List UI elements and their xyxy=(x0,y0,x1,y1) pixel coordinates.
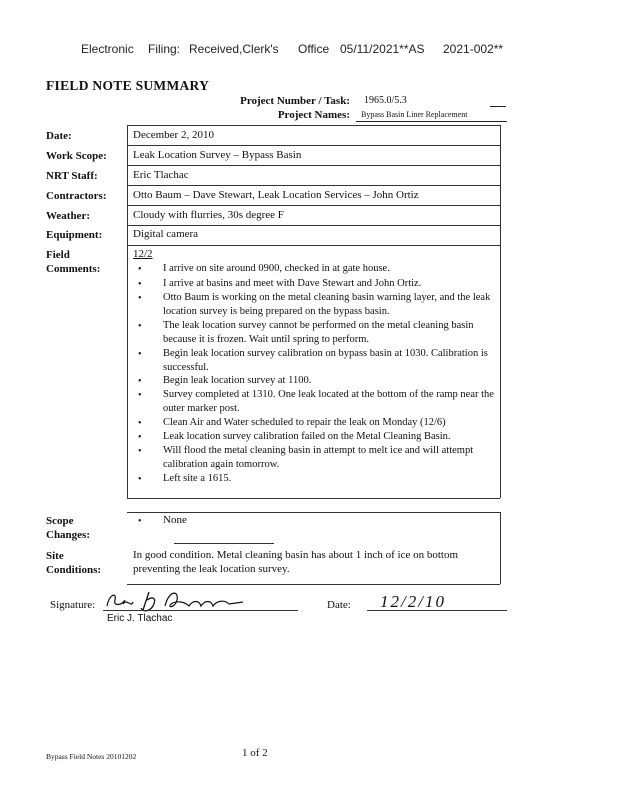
table-right-border xyxy=(500,512,501,584)
filing-header-office: Office xyxy=(298,42,330,56)
contractors-value: Otto Baum – Dave Stewart, Leak Location Services – John Ortiz xyxy=(133,189,419,201)
list-item: Will flood the metal cleaning basin in attempt to melt ice and will attempt calibration again tomorrow. xyxy=(163,445,474,470)
handwritten-date: 12/2/10 xyxy=(380,592,446,611)
project-names-underline xyxy=(356,121,507,122)
work-scope-label: Work Scope: xyxy=(46,150,107,162)
site-conditions-label-line1: Site xyxy=(46,550,64,562)
nrt-staff-value: Eric Tlachac xyxy=(133,169,189,181)
equipment-label: Equipment: xyxy=(46,229,103,241)
equipment-value: Digital camera xyxy=(133,228,199,240)
bullet-icon: • xyxy=(138,321,142,332)
bullet-icon: • xyxy=(138,293,142,304)
date-line xyxy=(367,610,507,611)
footer-file-name: Bypass Field Notes 20101202 xyxy=(46,752,137,761)
table-row-divider xyxy=(127,205,500,206)
filing-header-electronic: Electronic xyxy=(81,42,134,56)
table-row-divider xyxy=(174,543,274,544)
bullet-icon: • xyxy=(138,432,142,443)
list-item: Clean Air and Water scheduled to repair the leak on Monday (12/6) xyxy=(163,417,446,428)
list-item: Begin leak location survey at 1100. xyxy=(163,375,312,386)
project-names-label: Project Names: xyxy=(277,109,350,121)
list-item: I arrive at basins and meet with Dave Stewart and John Ortiz. xyxy=(163,278,422,289)
contractors-label: Contractors: xyxy=(46,190,107,202)
table-row-divider xyxy=(127,245,500,246)
field-comments-label-line1: Field xyxy=(46,249,70,261)
filing-header-date: 05/11/2021**AS xyxy=(340,42,425,56)
site-conditions-value-line1: In good condition. Metal cleaning basin has about 1 inch of ice on bottom xyxy=(133,549,459,561)
comments-date: 12/2 xyxy=(133,248,153,260)
scope-changes-label-line1: Scope xyxy=(46,515,74,527)
scope-changes-label-line2: Changes: xyxy=(46,529,91,541)
signature-scribble xyxy=(103,586,253,616)
table-row-divider xyxy=(127,185,500,186)
nrt-staff-label: NRT Staff: xyxy=(46,170,98,182)
table-row-divider xyxy=(127,225,500,226)
signer-name: Eric J. Tlachac xyxy=(107,613,173,624)
signature-date-label: Date: xyxy=(327,599,351,611)
date-value: December 2, 2010 xyxy=(133,129,214,141)
site-conditions-value-line2: preventing the leak location survey. xyxy=(133,563,290,575)
field-comments-label-line2: Comments: xyxy=(46,263,101,275)
weather-value: Cloudy with flurries, 30s degree F xyxy=(133,209,284,221)
project-number-underline xyxy=(490,106,506,107)
table-row-divider xyxy=(127,165,500,166)
list-item: Left site a 1615. xyxy=(163,473,232,484)
list-item: Begin leak location survey calibration on bypass basin at 1030. Calibration is successful. xyxy=(163,348,488,373)
signature-line xyxy=(103,610,298,611)
page-title: FIELD NOTE SUMMARY xyxy=(46,78,210,93)
table-row-divider xyxy=(127,145,500,146)
table-left-border xyxy=(127,125,128,498)
work-scope-value: Leak Location Survey – Bypass Basin xyxy=(133,149,302,161)
list-item: I arrive on site around 0900, checked in at gate house. xyxy=(163,263,390,274)
table-top-border xyxy=(127,512,500,513)
filing-header-received: Received,Clerk's xyxy=(189,42,279,56)
table-top-border xyxy=(127,125,500,126)
bullet-icon: • xyxy=(138,474,142,485)
bullet-icon: • xyxy=(138,376,142,387)
site-conditions-label-line2: Conditions: xyxy=(46,564,102,576)
date-label: Date: xyxy=(46,130,72,142)
table-bottom-border xyxy=(127,498,500,499)
weather-label: Weather: xyxy=(46,210,90,222)
list-item: Otto Baum is working on the metal cleaning basin warning layer, and the leak location survey is being prepared on the bypass basin. xyxy=(163,292,491,317)
table-bottom-border xyxy=(127,584,500,585)
bullet-icon: • xyxy=(138,279,142,290)
bullet-icon: • xyxy=(138,446,142,457)
bullet-icon: • xyxy=(138,390,142,401)
scope-changes-value: None xyxy=(163,514,187,526)
bullet-icon: • xyxy=(138,516,142,527)
bullet-icon: • xyxy=(138,264,142,275)
list-item: Survey completed at 1310. One leak located at the bottom of the ramp near the outer marker post. xyxy=(163,389,494,414)
bullet-icon: • xyxy=(138,418,142,429)
bullet-icon: • xyxy=(138,349,142,360)
list-item: The leak location survey cannot be performed on the metal cleaning basin because it is frozen. Wait until spring to perform. xyxy=(163,320,474,345)
project-number-value: 1965.0/5.3 xyxy=(364,95,407,106)
project-number-label: Project Number / Task: xyxy=(240,95,350,107)
filing-header-filing: Filing: xyxy=(148,42,181,56)
filing-header-docket: 2021-002** xyxy=(443,42,504,56)
signature-label: Signature: xyxy=(50,599,96,611)
list-item: Leak location survey calibration failed on the Metal Cleaning Basin. xyxy=(163,431,451,442)
project-names-value: Bypass Basin Liner Replacement xyxy=(361,110,468,119)
page-number: 1 of 2 xyxy=(242,747,268,759)
